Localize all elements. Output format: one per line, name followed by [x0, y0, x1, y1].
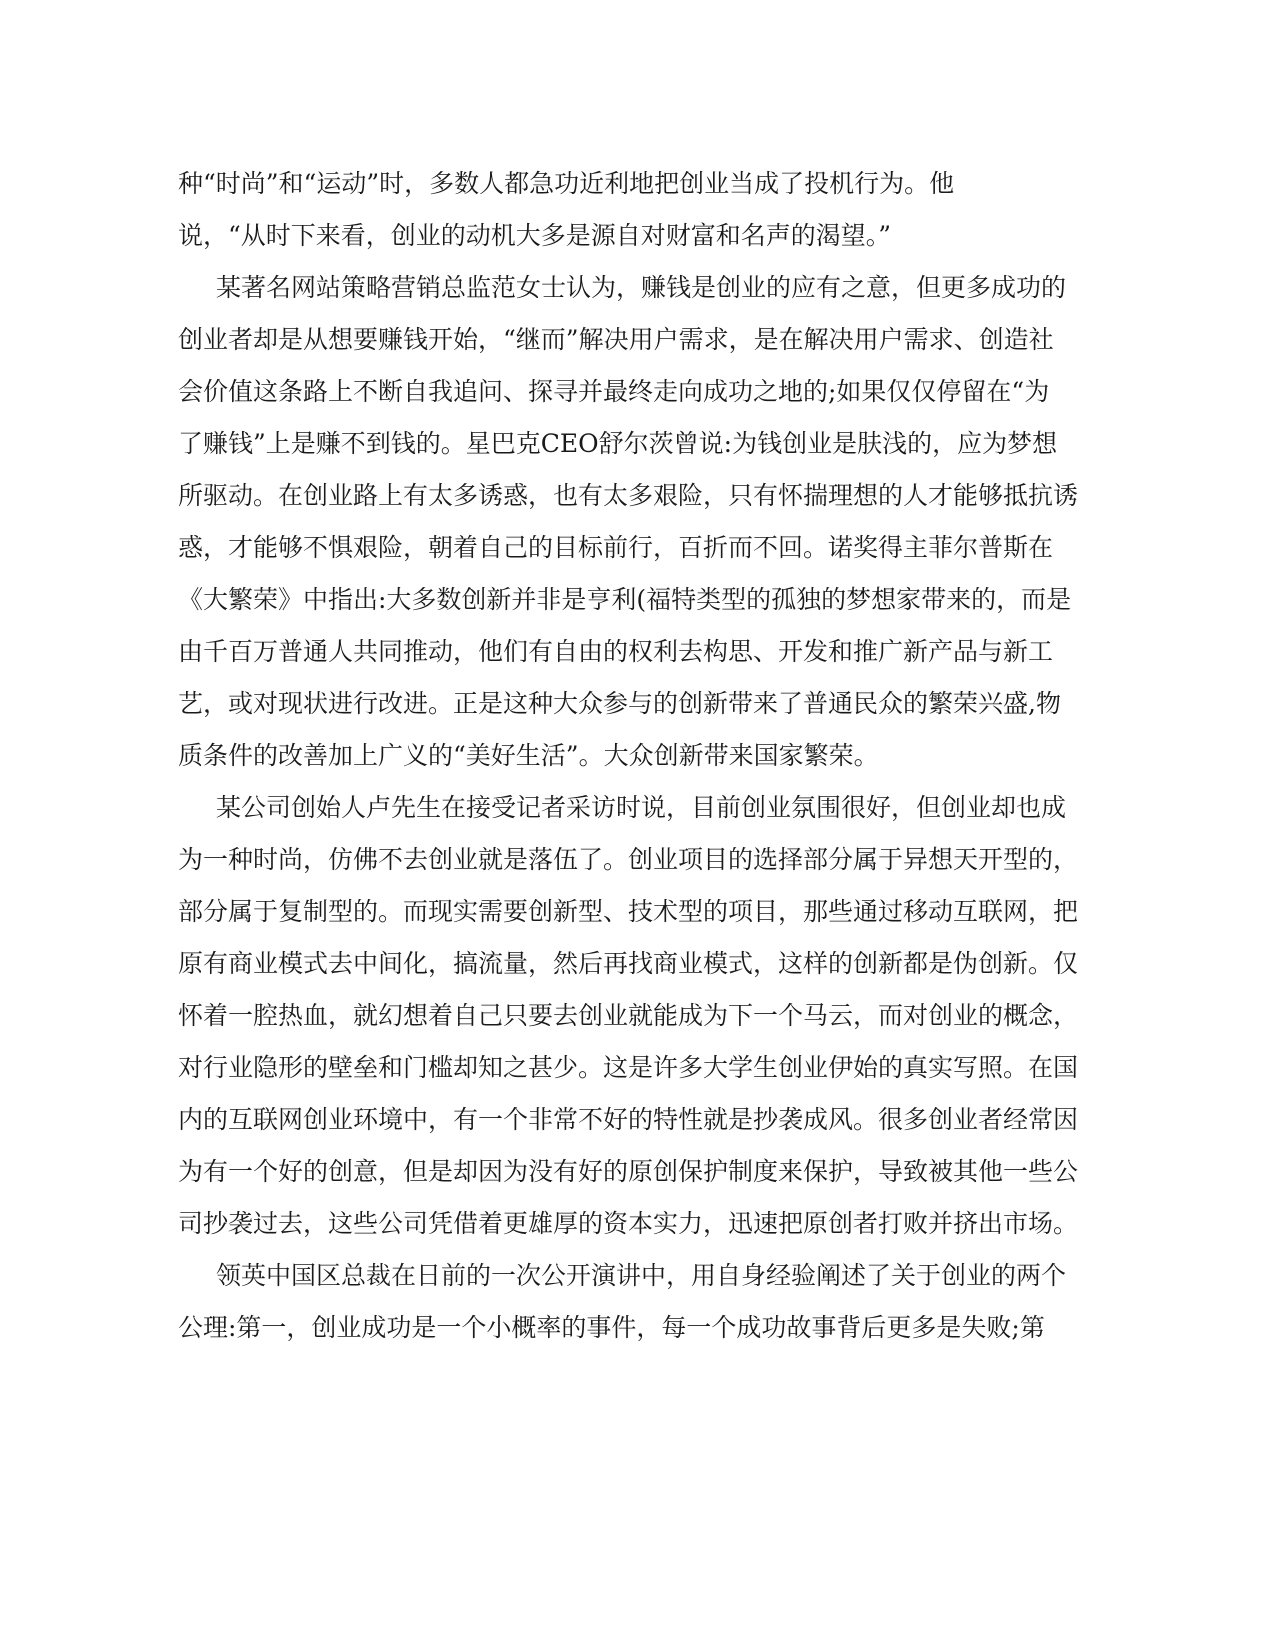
body-text-line: 所驱动。在创业路上有太多诱惑，也有太多艰险，只有怀揣理想的人才能够抵抗诱: [178, 481, 1079, 510]
body-text-line: 司抄袭过去，这些公司凭借着更雄厚的资本实力，迅速把原创者打败并挤出市场。: [178, 1209, 1079, 1238]
body-text-line: 内的互联网创业环境中，有一个非常不好的特性就是抄袭成风。很多创业者经常因: [178, 1105, 1079, 1134]
body-text-line: 为一种时尚，仿佛不去创业就是落伍了。创业项目的选择部分属于异想天开型的，: [178, 845, 1079, 874]
body-text-line: 说，“从时下来看，创业的动机大多是源自对财富和名声的渴望。”: [178, 221, 892, 250]
body-text-line: 由千百万普通人共同推动，他们有自由的权利去构思、开发和推广新产品与新工: [178, 637, 1054, 666]
body-text-line: 对行业隐形的壁垒和门槛却知之甚少。这是许多大学生创业伊始的真实写照。在国: [178, 1053, 1079, 1082]
body-text-line: 创业者却是从想要赚钱开始，“继而”解决用户需求，是在解决用户需求、创造社: [178, 325, 1054, 354]
body-text-line: 为有一个好的创意，但是却因为没有好的原创保护制度来保护，导致被其他一些公: [178, 1157, 1079, 1186]
body-text-line: 会价值这条路上不断自我追问、探寻并最终走向成功之地的;如果仅仅停留在“为: [178, 377, 1050, 406]
body-text-line: 《大繁荣》中指出:大多数创新并非是亨利(福特类型的孤独的梦想家带来的，而是: [178, 585, 1072, 614]
body-text-line: 部分属于复制型的。而现实需要创新型、技术型的项目，那些通过移动互联网，把: [178, 897, 1079, 926]
body-text-line: 艺，或对现状进行改进。正是这种大众参与的创新带来了普通民众的繁荣兴盛,物: [178, 689, 1061, 718]
paragraph-first-line: 某公司创始人卢先生在接受记者采访时说，目前创业氛围很好，但创业却也成: [216, 793, 1067, 822]
paragraph-first-line: 领英中国区总裁在日前的一次公开演讲中，用自身经验阐述了关于创业的两个: [216, 1261, 1067, 1290]
body-text-line: 原有商业模式去中间化，搞流量，然后再找商业模式，这样的创新都是伪创新。仅: [178, 949, 1079, 978]
body-text-line: 惑，才能够不惧艰险，朝着自己的目标前行，百折而不回。诺奖得主菲尔普斯在: [178, 533, 1054, 562]
body-text-line: 公理:第一，创业成功是一个小概率的事件，每一个成功故事背后更多是失败;第: [178, 1313, 1045, 1342]
body-text-line: 种“时尚”和“运动”时，多数人都急功近利地把创业当成了投机行为。他: [178, 169, 955, 198]
body-text-line: 质条件的改善加上广义的“美好生活”。大众创新带来国家繁荣。: [178, 741, 879, 770]
body-text-line: 了赚钱”上是赚不到钱的。星巴克CEO舒尔茨曾说:为钱创业是肤浅的，应为梦想: [178, 429, 1058, 458]
body-text-line: 怀着一腔热血，就幻想着自己只要去创业就能成为下一个马云，而对创业的概念，: [178, 1001, 1079, 1030]
paragraph-first-line: 某著名网站策略营销总监范女士认为，赚钱是创业的应有之意，但更多成功的: [216, 273, 1067, 302]
